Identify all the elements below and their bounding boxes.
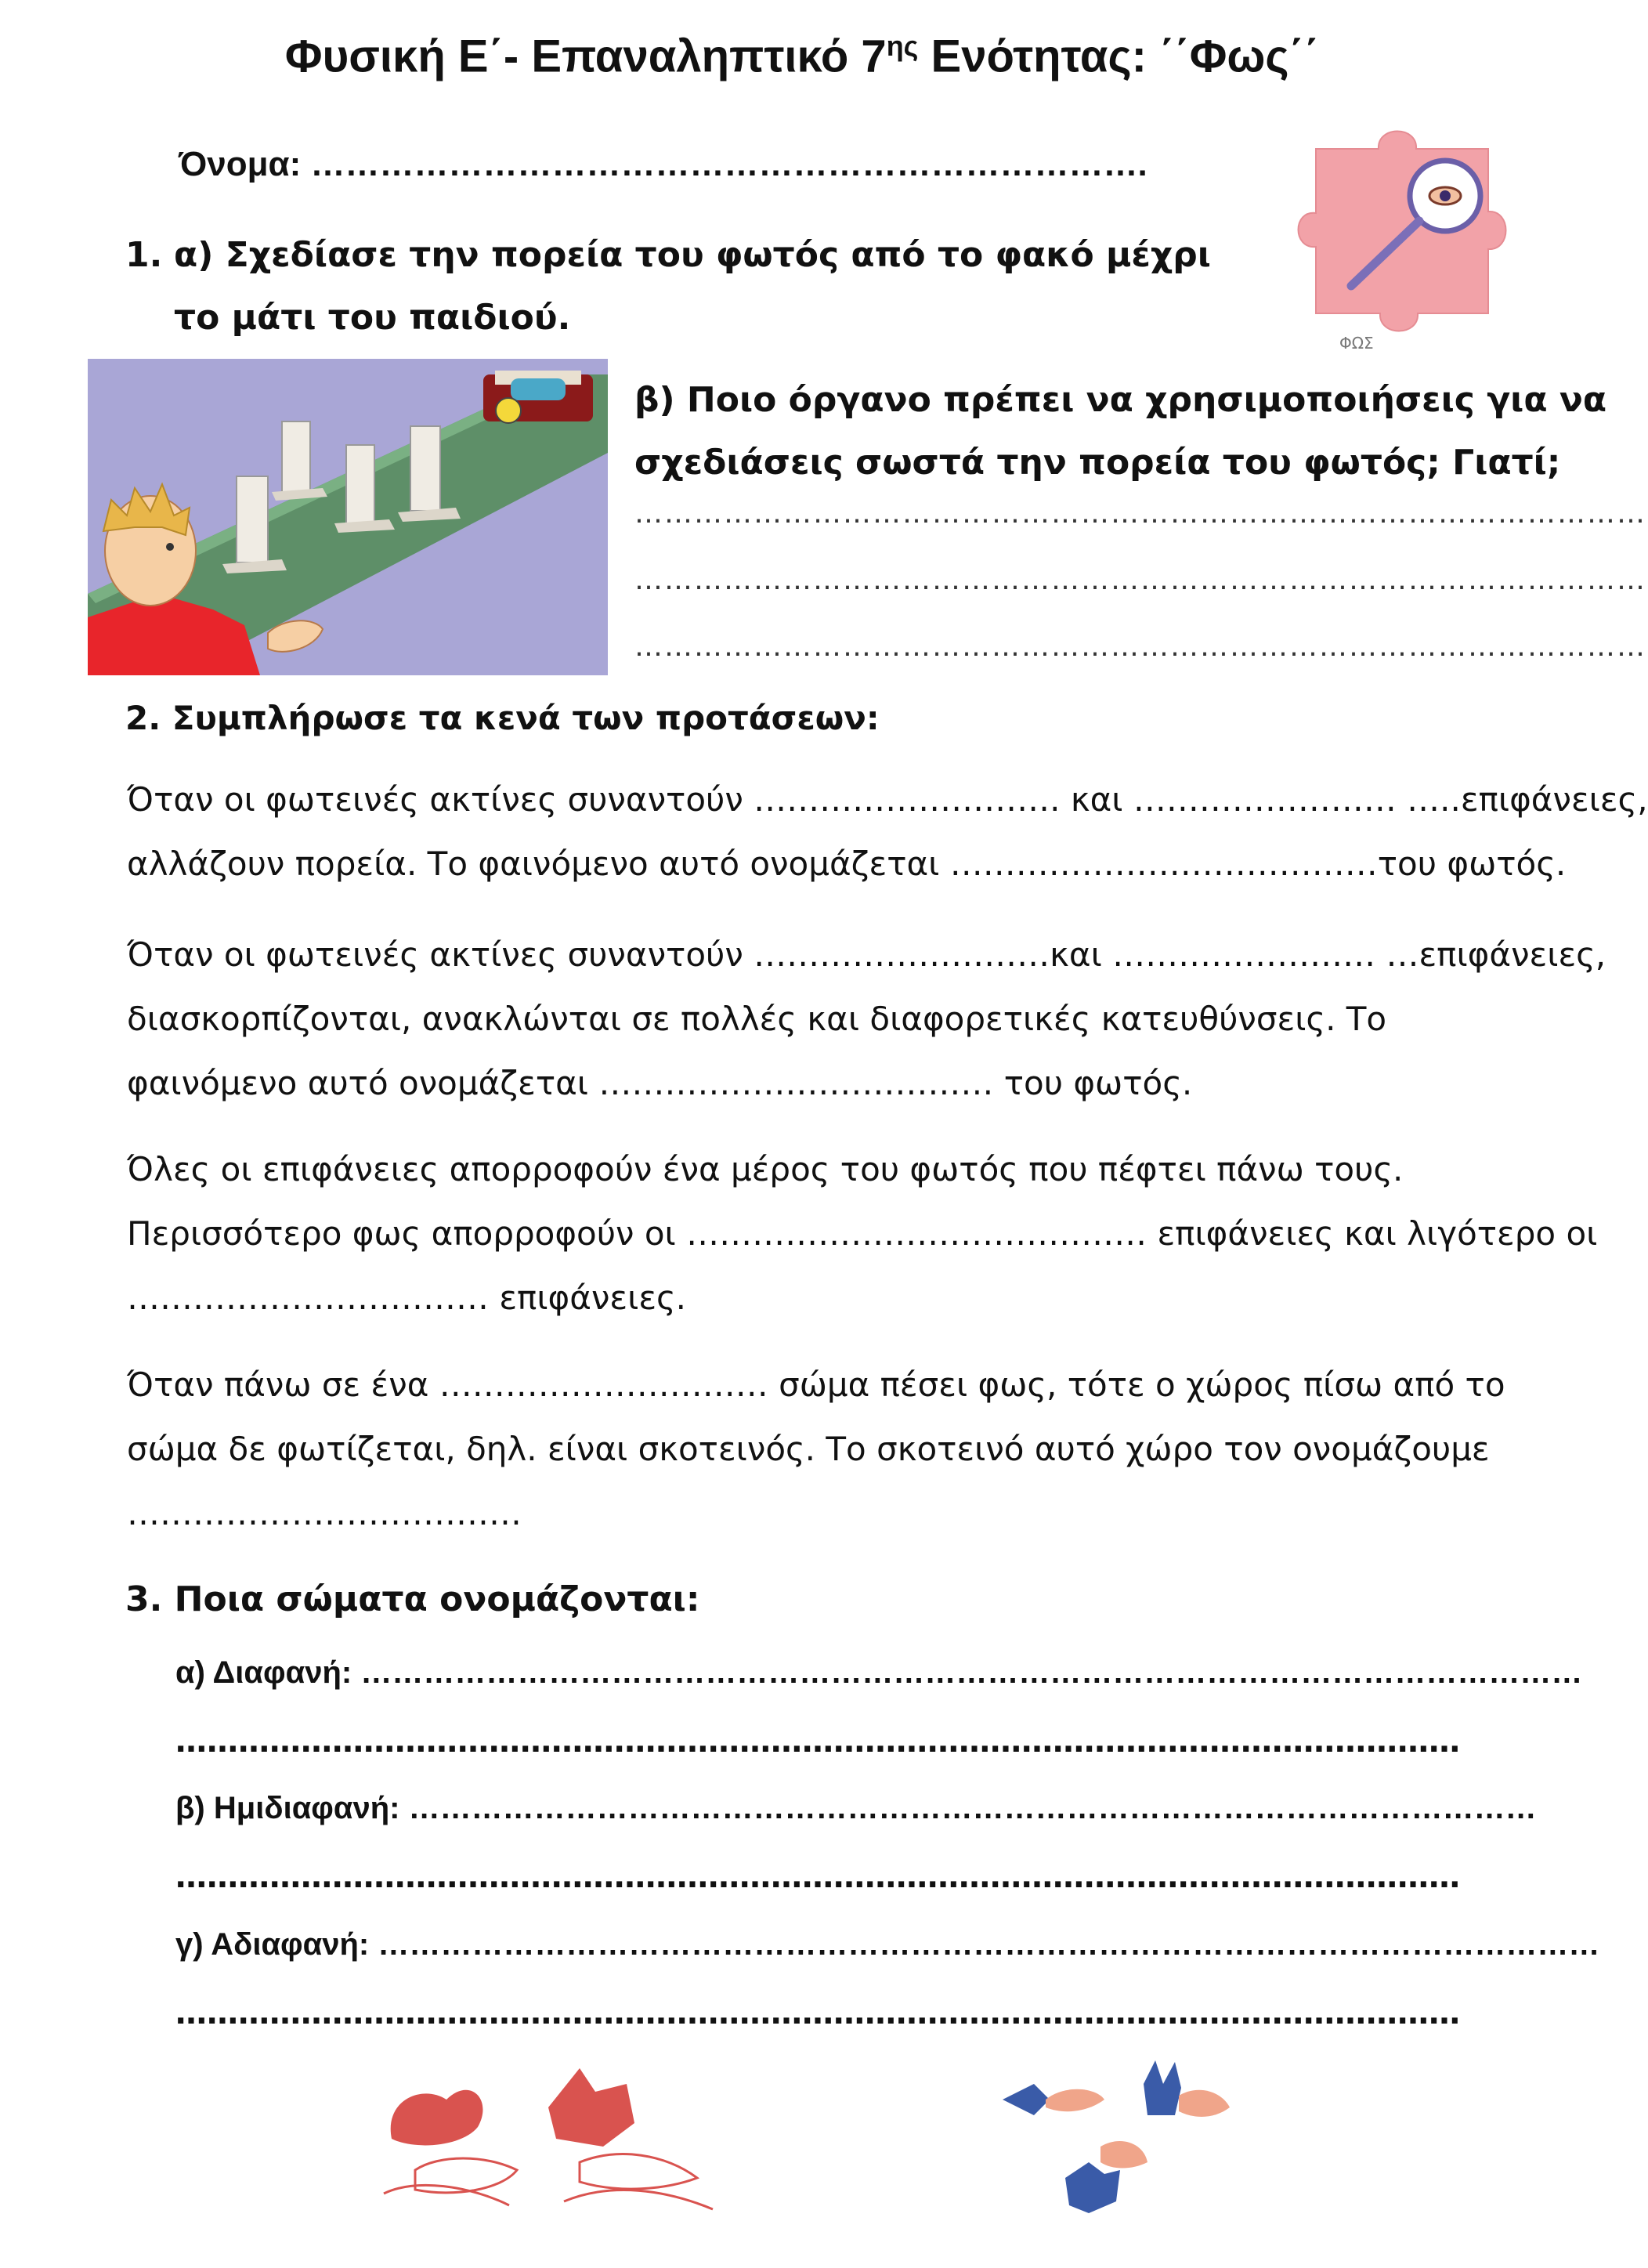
light-path-illustration (88, 359, 608, 675)
name-blank[interactable]: ………………………………………………………………. (310, 145, 1147, 183)
q2-p3-line[interactable]: …………………………… επιφάνειες. (127, 1279, 687, 1317)
q3-label-translucent: β) Ημιδιαφανή: (175, 1791, 409, 1825)
q2-p4-line[interactable]: ……………………………… (127, 1494, 522, 1532)
q1-b-line1: β) Ποιο όργανο πρέπει να χρησιμοποιήσεις για να (634, 380, 1607, 420)
q2-heading: 2. Συμπλήρωσε τα κενά των προτάσεων: (125, 699, 880, 737)
q3-answer-line[interactable]: …………………………………………………………………………………………………………… (175, 1995, 1460, 2031)
q2-paragraph-1 (127, 768, 1648, 896)
puppet-bunny (1144, 2060, 1230, 2117)
q3-item-translucent[interactable] (175, 1791, 1537, 1826)
q1-a-line1: α) Σχεδίασε την πορεία του φωτός από το φακό μέχρι (174, 235, 1211, 275)
page-title: Φυσική Ε΄- Επαναληπτικό $7^{\eta\varsigma}$ Ενότητας: ΄΄Φως΄΄ (284, 30, 1320, 82)
flashlight-body (511, 378, 566, 400)
q2-p1-line[interactable]: αλλάζουν πορεία. Το φαινόμενο αυτό ονομάζεται …………………………………του φωτός. (127, 845, 1567, 883)
name-label: Όνομα: (179, 145, 311, 183)
dog-shadow (548, 2068, 713, 2209)
q3-label-transparent: α) Διαφανή: (175, 1655, 361, 1690)
q2-p1-line[interactable]: Όταν οι φωτεινές ακτίνες συναντούν ………………………. και …………………… …..επιφάνειες, (127, 780, 1648, 819)
name-field[interactable] (179, 145, 1147, 184)
q1-answer-line-3[interactable]: ………………………………………………………………………………………… (634, 631, 1646, 663)
q3-heading: 3. Ποια σώματα ονομάζονται: (125, 1579, 700, 1619)
q3-item-opaque[interactable] (175, 1927, 1599, 1962)
q3-dots[interactable]: ……………………………………………………………………………………………………… (360, 1655, 1583, 1690)
puppet-bird (1003, 2084, 1104, 2115)
q2-p2-line: διασκορπίζονται, ανακλώνται σε πολλές και διαφορετικές κατευθύνσεις. Το (127, 1000, 1387, 1038)
q2-p3-line[interactable]: Περισσότερο φως απορροφούν οι …………………………………… επιφάνειες και λιγότερο οι (127, 1214, 1598, 1253)
puppet-dog (1065, 2141, 1147, 2213)
q3-item-transparent[interactable] (175, 1655, 1582, 1691)
q2-p3-line: Όλες οι επιφάνειες απορροφούν ένα μέρος του φωτός που πέφτει πάνω τους. (127, 1150, 1404, 1188)
q1-b-line2: σχεδιάσεις σωστά την πορεία του φωτός; Γιατί; (634, 443, 1561, 483)
q2-paragraph-3 (127, 1138, 1598, 1330)
q3-answer-line[interactable]: …………………………………………………………………………………………………………… (175, 1859, 1460, 1895)
q2-p4-line: σώμα δε φωτίζεται, δηλ. είναι σκοτεινός. Το σκοτεινό αυτό χώρο τον ονομάζουμε (127, 1430, 1490, 1468)
hand-shadow-puppets-left (368, 2053, 728, 2233)
q1-number: 1. (125, 235, 163, 275)
q1-a-line2: το μάτι του παιδιού. (174, 298, 571, 338)
light-puzzle-logo (1285, 118, 1535, 360)
q2-p2-line[interactable]: φαινόμενο αυτό ονομάζεται ……………………………… του φωτός. (127, 1064, 1193, 1102)
q2-paragraph-4 (127, 1353, 1537, 1546)
logo-label: ΦΩΣ (1339, 334, 1374, 353)
snail-shadow (384, 2090, 517, 2205)
q1-answer-line-2[interactable]: ………………………………………………………………………………………… (634, 564, 1646, 596)
q3-dots[interactable]: ……………………………………………………………………………………………… (408, 1791, 1537, 1825)
q3-dots[interactable]: ……………………………………………………………………………………………………… (378, 1927, 1600, 1962)
q3-answer-line[interactable]: …………………………………………………………………………………………………………… (175, 1724, 1460, 1760)
q3-label-opaque: γ) Αδιαφανή: (175, 1927, 378, 1962)
q2-p4-line[interactable]: Όταν πάνω σε ένα ………………………… σώμα πέσει φως, τότε ο χώρος πίσω από το (127, 1366, 1505, 1404)
q2-p2-line[interactable]: Όταν οι φωτεινές ακτίνες συναντούν ………………………και …………………… …επιφάνειες, (127, 935, 1606, 974)
q1-answer-line-1[interactable]: ………………………………………………………………………………………… (634, 497, 1646, 530)
flashlight-lens (496, 398, 521, 423)
hand-shadow-puppets-right (987, 2053, 1269, 2233)
q2-paragraph-2 (127, 923, 1606, 1116)
